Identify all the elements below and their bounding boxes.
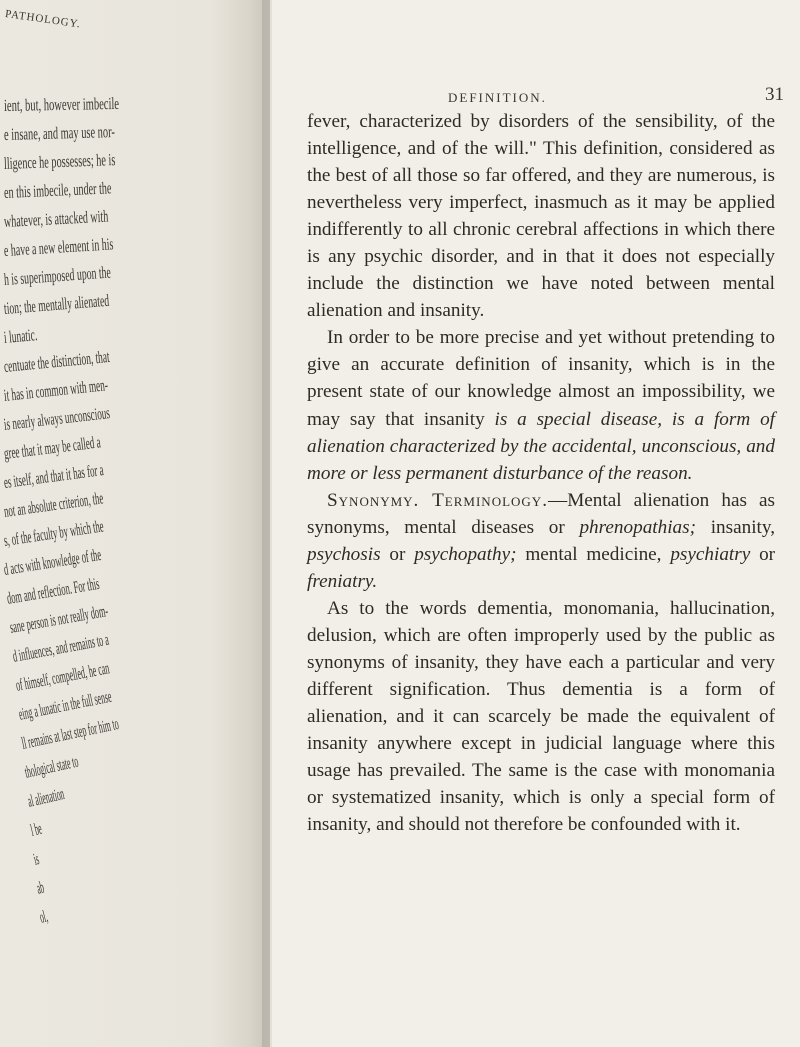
left-page-line: gree that it may be called a <box>2 432 102 463</box>
paragraph-lead: In order to be more precise and yet without pretending to give an accurate definition of insanity, which is in the present state of our knowledge almost an impossibility, we may say that insanity <box>307 327 775 430</box>
left-page-line: it has in common with men- <box>2 375 109 405</box>
synonymy-text: or <box>389 543 406 565</box>
paragraph-synonymy: Synonymy. Terminology.—Mental alienation has as synonyms, mental diseases or phrenopathias; insanity, psychosis or psychopathy; mental medicine, psychiatry or freniatry. <box>307 489 776 592</box>
paragraph-definition: fever, characterized by disorders of the sensibility, of the intelligence, and of the will." This definition, considered as the best of all those so far offered, and they are numerous, is nevertheless very imperfect, inasmuch as it may be applied indifferently to all chronic cerebral affections in which there is any psychic disorder, and in that it does not especially include the distinction we have noted between mental alienation and insanity. <box>307 111 775 322</box>
left-page-line: s, of the faculty by which the <box>2 516 105 550</box>
left-page-line: not an absolute criterion, the <box>2 488 105 521</box>
left-page-line: l be <box>28 818 44 840</box>
left-facing-page <box>0 0 270 1047</box>
left-page-line: lligence he possesses; he is <box>3 150 116 173</box>
left-page-line: ient, but, however imbecile <box>3 93 120 115</box>
term-freniatry: freniatry. <box>307 570 378 592</box>
left-page-line: ll remains at last step for him to <box>19 714 121 753</box>
synonymy-text: Mental alienation has as synonyms, mental diseases or <box>307 489 775 538</box>
left-page-line: en this imbecile, under the <box>3 178 112 202</box>
left-page-line: al alienation <box>25 784 66 811</box>
left-page-line: thological state to <box>22 751 80 782</box>
left-page-line: dom and reflection. For this <box>5 573 101 608</box>
section-heading: Synonymy. Terminology. <box>327 489 548 511</box>
left-page-line: tion; the mentally alienated <box>3 290 110 318</box>
synonymy-text: mental medicine, <box>525 543 662 565</box>
synonymy-text: insanity, <box>710 516 775 538</box>
page-header <box>272 84 800 106</box>
left-page-line: ab <box>34 877 46 898</box>
left-page-line: sane person is not really dom- <box>8 601 110 637</box>
left-page-line: d acts with knowledge of the <box>2 544 103 579</box>
left-page-line: is <box>31 849 41 869</box>
left-page-line: h is superimposed upon the <box>3 262 112 289</box>
term-psychosis: psychosis <box>307 543 381 565</box>
left-page-line: es itself, and that it has for a <box>2 460 105 492</box>
running-head: DEFINITION. <box>448 90 547 105</box>
definition-italic: is a special disease, is a form of alienation characterized by the accidental, unconscious, and more or less permanent disturbance of the reason. <box>307 408 775 484</box>
body-text <box>307 108 775 838</box>
left-page-line: centuate the distinction, that <box>3 346 111 376</box>
term-phrenopathias: phrenopathias; <box>579 516 696 538</box>
paragraph-terms: As to the words dementia, monomania, hallucination, delusion, which are often improperly used by the public as synonyms of insanity, they have each a particular and very different signification. Thus dementia is a form of alienation, and it can scarcely be made the equivalent of insanity anywhere except in judicial language where this usage has prevailed. The same is the case with monomania or systematized insanity, which is only a special form of insanity, and should not therefore be confounded with it. <box>307 597 775 836</box>
left-page-line: i lunatic. <box>3 325 38 347</box>
left-page-line: is nearly always unconscious <box>2 403 111 434</box>
left-running-head: PATHOLOGY. <box>4 8 82 31</box>
page-number: 31 <box>765 84 784 105</box>
term-psychopathy: psychopathy; <box>414 543 517 565</box>
left-page-line: ol, <box>37 906 50 927</box>
left-page-line: of himself, compelled, he can <box>14 658 111 695</box>
left-page-line: d influences, and remains to a <box>11 629 111 666</box>
left-page-line: eing a lunatic in the full sense <box>17 686 114 724</box>
paragraph-insanity-definition <box>307 324 775 486</box>
left-page-line: whatever, is attacked with <box>3 206 109 231</box>
right-page <box>272 0 800 1047</box>
left-page-line: e insane, and may use nor- <box>3 122 116 144</box>
synonymy-text: or <box>759 543 776 565</box>
term-psychiatry: psychiatry <box>670 543 751 565</box>
left-page-line: e have a new element in his <box>3 234 114 260</box>
